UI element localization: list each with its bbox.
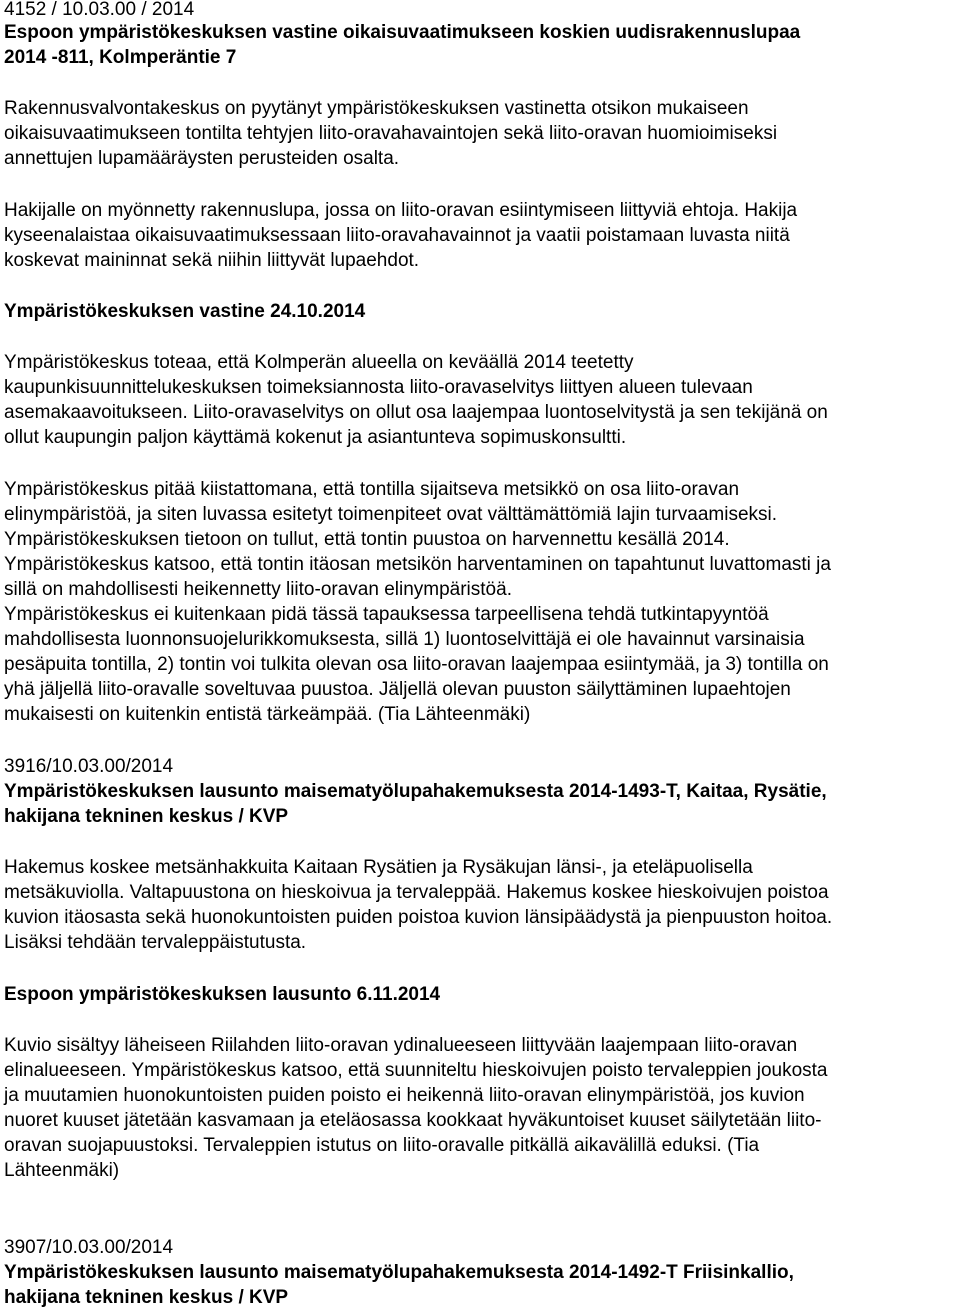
paragraph-line: oravan suojapuustoksi. Tervaleppien istutus on liito-oravalle pitkällä aikavälillä eduksi. (Tia — [4, 1135, 760, 1156]
item-ref: 4152 / 10.03.00 / 2014 — [4, 0, 195, 20]
item-title-line: 2014 -811, Kolmperäntie 7 — [4, 47, 237, 68]
paragraph-line: asemakaavoitukseen. Liito-oravaselvitys on ollut osa laajempaa luontoselvitystä ja sen tekijänä on — [4, 402, 828, 423]
paragraph-line: ollut kaupungin paljon käyttämä kokenut ja asiantunteva sopimuskonsultti. — [4, 427, 627, 448]
paragraph-line: mukaisesti on kuitenkin entistä tärkeämpää. (Tia Lähteenmäki) — [4, 704, 531, 725]
paragraph-line: metsäkuviolla. Valtapuustona on hieskoivua ja tervaleppää. Hakemus koskee hieskoivujen poistoa — [4, 882, 829, 903]
paragraph-line: yhä jäljellä liito-oravalle soveltuvaa puustoa. Jäljellä olevan puuston säilyttäminen lupaehtojen — [4, 679, 791, 700]
paragraph-line: Ympäristökeskus ei kuitenkaan pidä tässä tapauksessa tarpeellisena tehdä tutkintapyyntöä — [4, 604, 769, 625]
paragraph-line: kyseenalaistaa oikaisuvaatimuksessaan liito-oravahavainnot ja vaatii poistamaan luvasta niitä — [4, 225, 790, 246]
paragraph-line: pesäpuita tontilla, 2) tontin voi tulkita olevan osa liito-oravan laajempaa esiintymää, ja 3) tontilla on — [4, 654, 829, 675]
paragraph-line: nuoret kuuset jätetään kasvamaan ja eteläosassa kookkaat hyväkuntoiset kuuset säilytetään liito- — [4, 1110, 822, 1131]
item-ref: 3916/10.03.00/2014 — [4, 756, 174, 777]
paragraph-line: Hakemus koskee metsänhakkuita Kaitaan Rysätien ja Rysäkujan länsi-, ja eteläpuolisella — [4, 857, 753, 878]
item-ref: 3907/10.03.00/2014 — [4, 1237, 174, 1258]
paragraph-line: Ympäristökeskus pitää kiistattomana, että tontilla sijaitseva metsikkö on osa liito-oravan — [4, 479, 740, 500]
paragraph-line: Ympäristökeskus katsoo, että tontin itäosan metsikön harventaminen on tapahtunut luvattomasti ja — [4, 554, 831, 575]
subheading: Ympäristökeskuksen vastine 24.10.2014 — [4, 301, 366, 322]
item-title-line: Ympäristökeskuksen lausunto maisematyölupahakemuksesta 2014-1493-T, Kaitaa, Rysätie, — [4, 781, 827, 802]
paragraph-line: kaupunkisuunnittelukeskuksen toimeksiannosta liito-oravaselvitys liittyen alueen tulevaan — [4, 377, 753, 398]
item-title-line: Ympäristökeskuksen lausunto maisematyölupahakemuksesta 2014-1492-T Friisinkallio, — [4, 1262, 794, 1283]
paragraph-line: Kuvio sisältyy läheiseen Riilahden liito-oravan ydinalueeseen liittyvään laajempaan liito-oravan — [4, 1035, 798, 1056]
paragraph-line: elinalueeseen. Ympäristökeskus katsoo, että suunniteltu hieskoivujen poisto tervaleppien joukosta — [4, 1060, 828, 1081]
item-title-line: Espoon ympäristökeskuksen vastine oikaisuvaatimukseen koskien uudisrakennuslupaa — [4, 22, 801, 43]
paragraph-line: Ympäristökeskus toteaa, että Kolmperän alueella on keväällä 2014 teetetty — [4, 352, 634, 373]
subheading: Espoon ympäristökeskuksen lausunto 6.11.2014 — [4, 984, 441, 1005]
paragraph-line: mahdollisesta luonnonsuojelurikkomuksesta, sillä 1) luontoselvittäjä ei ole havainnut varsinaisia — [4, 629, 805, 650]
paragraph-line: oikaisuvaatimukseen tontilta tehtyjen liito-oravahavaintojen sekä liito-oravan huomioimiseksi — [4, 123, 778, 144]
paragraph-line: Ympäristökeskuksen tietoon on tullut, että tontin puustoa on harvennettu kesällä 2014. — [4, 529, 730, 550]
paragraph-line: Lähteenmäki) — [4, 1160, 120, 1181]
paragraph-line: koskevat maininnat sekä niihin liittyvät lupaehdot. — [4, 250, 420, 271]
paragraph-line: elinympäristöä, ja siten luvassa esitetyt toimenpiteet ovat välttämättömiä lajin turvaamiseksi. — [4, 504, 778, 525]
paragraph-line: annettujen lupamääräysten perusteiden osalta. — [4, 148, 400, 169]
paragraph-line: ja muutamien huonokuntoisten puiden poisto ei heikennä liito-oravan elinympäristöä, jos kuvion — [4, 1085, 805, 1106]
paragraph-line: kuvion itäosasta sekä huonokuntoisten puiden poistoa kuvion länsipäädystä ja pienpuuston hoitoa. — [4, 907, 833, 928]
paragraph-line: Hakijalle on myönnetty rakennuslupa, jossa on liito-oravan esiintymiseen liittyviä ehtoja. Hakija — [4, 200, 798, 221]
paragraph-line: Rakennusvalvontakeskus on pyytänyt ympäristökeskuksen vastinetta otsikon mukaiseen — [4, 98, 749, 119]
item-title-line: hakijana tekninen keskus / KVP — [4, 1287, 289, 1308]
item-title-line: hakijana tekninen keskus / KVP — [4, 806, 289, 827]
paragraph-line: sillä on mahdollisesti heikennetty liito-oravan elinympäristöä. — [4, 579, 512, 600]
paragraph-line: Lisäksi tehdään tervaleppäistutusta. — [4, 932, 307, 953]
